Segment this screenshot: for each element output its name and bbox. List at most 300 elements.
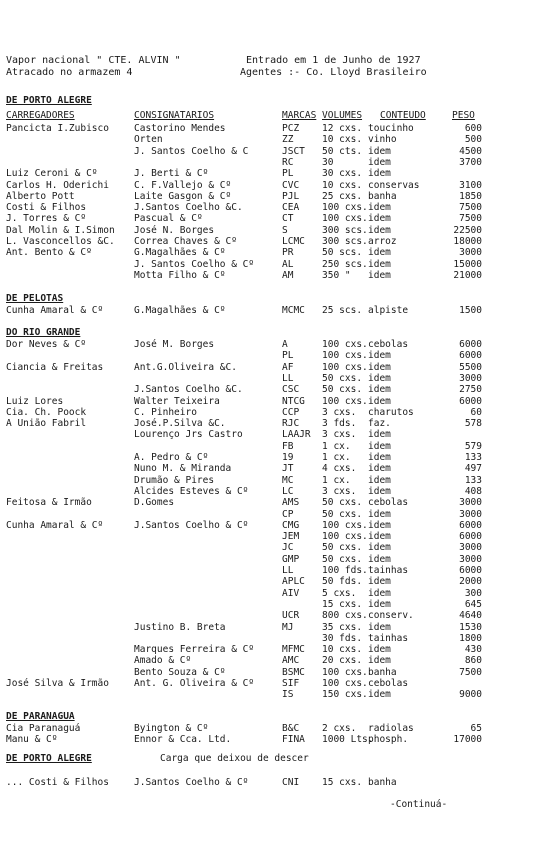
row-weight: 7500 — [459, 213, 482, 225]
manifest-row — [0, 271, 534, 283]
row-content: idem — [368, 202, 391, 214]
row-volumes: 100 cxs. — [322, 339, 368, 350]
row-mark: CMG — [282, 519, 300, 531]
manifest-row — [0, 577, 534, 589]
row-weight: 500 — [464, 134, 482, 146]
row-weight: 4500 — [459, 145, 482, 157]
row-weight: 60 — [470, 406, 482, 418]
row-shipper: Carlos H. Oderichi — [6, 179, 109, 191]
row-consignee: Amado & Cº — [134, 655, 192, 667]
row-mark: LC — [282, 485, 294, 497]
row-consignee: J.Santos Coelho & Cº — [134, 519, 249, 531]
row-content: idem — [368, 452, 391, 463]
row-mark: A — [282, 339, 288, 350]
row-volumes: 100 cxs. — [322, 531, 368, 543]
row-mark: AMS — [282, 497, 300, 509]
row-volumes: 3 cxs. — [322, 406, 357, 418]
row-shipper: Ant. Bento & Cº — [6, 247, 92, 259]
row-content: idem — [368, 395, 391, 407]
row-volumes: 50 scs. — [322, 247, 363, 259]
row-shipper: Cunha Amaral & Cº — [6, 519, 104, 531]
row-mark: CVC — [282, 179, 300, 191]
row-content: idem — [368, 519, 391, 531]
row-consignee: Pascual & Cº — [134, 213, 203, 225]
row-weight: 3700 — [459, 156, 482, 168]
row-volumes: 12 cxs. — [322, 123, 363, 134]
row-mark: BSMC — [282, 666, 305, 678]
manifest-row — [0, 532, 534, 544]
row-content: arroz — [368, 236, 397, 247]
row-content: idem — [368, 531, 391, 543]
row-shipper: Cunha Amaral & Cº — [6, 305, 104, 316]
row-volumes: 100 cxs. — [322, 519, 368, 531]
row-volumes: 35 cxs. — [322, 621, 363, 633]
row-volumes: 100 cxs. — [322, 395, 368, 407]
row-content: idem — [368, 474, 391, 486]
row-consignee: C. Pinheiro — [134, 406, 197, 418]
row-volumes: 3 fds. — [322, 418, 357, 430]
row-content: idem — [368, 258, 391, 270]
continues-label: -Continuá- — [390, 799, 448, 810]
ship-name: Vapor nacional " CTE. ALVIN " — [6, 55, 181, 66]
row-content: vinho — [368, 134, 397, 146]
row-content: idem — [368, 429, 391, 441]
manifest-row — [0, 430, 534, 442]
row-content: toucinho — [368, 123, 414, 134]
warehouse-info: Atracado no armazem 4 — [6, 67, 133, 78]
row-mark: LL — [282, 372, 294, 384]
row-content: phosph. — [368, 734, 409, 746]
col-header-marcas: MARCAS — [282, 110, 317, 121]
row-mark: S — [282, 224, 288, 236]
row-volumes: 1 cx. — [322, 474, 351, 486]
row-weight: 17000 — [453, 734, 482, 746]
row-weight: 6000 — [459, 531, 482, 543]
row-content: idem — [368, 463, 391, 475]
row-mark: JEM — [282, 531, 300, 543]
row-weight: 1850 — [459, 190, 482, 202]
row-content: idem — [368, 621, 391, 633]
row-consignee: Byington & Cº — [134, 723, 209, 734]
row-shipper: Dor Neves & Cº — [6, 339, 87, 350]
row-consignee: J.Santos Coelho &C. — [134, 202, 243, 214]
footer-note: Carga que deixou de descer — [160, 753, 309, 764]
row-weight: 3000 — [459, 542, 482, 554]
row-content: idem — [368, 213, 391, 225]
row-volumes: 100 cxs. — [322, 361, 368, 373]
row-volumes: 5 cxs. — [322, 587, 357, 599]
row-volumes: 100 cxs. — [322, 666, 368, 678]
row-consignee: Correa Chaves & Cº — [134, 236, 237, 247]
row-volumes: 250 scs. — [322, 258, 368, 270]
manifest-row — [0, 690, 534, 702]
manifest-row — [0, 656, 534, 668]
row-weight: 645 — [464, 598, 482, 610]
row-shipper: Pancicta I.Zubisco — [6, 123, 109, 134]
row-consignee: D.Gomes — [134, 497, 175, 509]
row-shipper: Cia Paranaguá — [6, 723, 81, 734]
row-weight: 600 — [464, 123, 482, 134]
row-weight: 860 — [464, 655, 482, 667]
manifest-row — [0, 385, 534, 397]
row-weight: 497 — [464, 463, 482, 475]
row-weight: 6000 — [459, 519, 482, 531]
row-weight: 2750 — [459, 384, 482, 396]
footer-consignee: J.Santos Coelho & Cº — [134, 777, 249, 788]
row-weight: 6000 — [459, 395, 482, 407]
row-weight: 7500 — [459, 202, 482, 214]
row-shipper: Costi & Filhos — [6, 202, 87, 214]
row-shipper: L. Vasconcellos &C. — [6, 236, 115, 247]
row-shipper: Alberto Pott — [6, 190, 75, 202]
row-consignee: Laite Gasgon & Cº — [134, 190, 232, 202]
manifest-row — [0, 566, 534, 578]
row-weight: 65 — [470, 723, 482, 734]
row-volumes: 350 " — [322, 269, 351, 281]
row-volumes: 1000 Lts. — [322, 734, 374, 746]
agents-info: Agentes :- Co. Lloyd Brasileiro — [240, 67, 427, 78]
row-content: banha — [368, 666, 397, 678]
row-consignee: G.Magalhães & Cº — [134, 247, 226, 259]
row-volumes: 100 cxs. — [322, 678, 368, 689]
row-weight: 1500 — [459, 305, 482, 316]
row-consignee: Walter Teixeira — [134, 395, 220, 407]
row-consignee: A. Pedro & Cº — [134, 452, 209, 463]
row-mark: JT — [282, 463, 294, 475]
row-mark: MFMC — [282, 644, 305, 656]
footer-content: banha — [368, 777, 397, 788]
manifest-row — [0, 543, 534, 555]
row-mark: MJ — [282, 621, 294, 633]
row-consignee: Ant.G.Oliveira &C. — [134, 361, 237, 373]
row-weight: 21000 — [453, 269, 482, 281]
manifest-row — [0, 634, 534, 646]
row-content: idem — [368, 598, 391, 610]
row-mark: AMC — [282, 655, 300, 667]
row-weight: 3000 — [459, 553, 482, 565]
row-content: tainhas — [368, 632, 409, 644]
manifest-row — [0, 374, 534, 386]
row-shipper: Manu & Cº — [6, 734, 58, 746]
row-shipper: J. Torres & Cº — [6, 213, 87, 225]
row-volumes: 1 cx. — [322, 440, 351, 452]
row-mark: AL — [282, 258, 294, 270]
row-weight: 579 — [464, 440, 482, 452]
row-content: idem — [368, 644, 391, 656]
row-mark: MC — [282, 474, 294, 486]
row-weight: 9000 — [459, 689, 482, 701]
row-content: idem — [368, 689, 391, 701]
row-shipper: Ciancia & Freitas — [6, 361, 104, 373]
row-volumes: 50 cxs. — [322, 372, 363, 384]
row-content: idem — [368, 361, 391, 373]
row-content: conserv. — [368, 610, 414, 622]
row-volumes: 30 cxs. — [322, 168, 363, 180]
manifest-row — [0, 147, 534, 159]
row-mark: APLC — [282, 576, 305, 588]
row-weight: 4640 — [459, 610, 482, 622]
manifest-row — [0, 611, 534, 623]
row-content: cebolas — [368, 339, 409, 350]
row-mark: FINA — [282, 734, 305, 746]
row-consignee: Alcides Esteves & Cº — [134, 485, 249, 497]
row-consignee: C. F.Vallejo & Cº — [134, 179, 232, 191]
row-volumes: 300 scs. — [322, 236, 368, 247]
col-header-carregadores: CARREGADORES — [6, 110, 75, 121]
row-mark: RC — [282, 156, 294, 168]
manifest-row — [0, 135, 534, 147]
row-volumes: 50 cxs. — [322, 384, 363, 396]
row-weight: 6000 — [459, 350, 482, 362]
row-content: cebolas — [368, 678, 409, 689]
row-shipper: A União Fabril — [6, 418, 87, 430]
row-mark: AIV — [282, 587, 300, 599]
row-volumes: 10 cxs. — [322, 179, 363, 191]
row-volumes: 50 cxs. — [322, 508, 363, 520]
row-volumes: 20 cxs. — [322, 655, 363, 667]
row-consignee: Bento Souza & Cº — [134, 666, 226, 678]
row-consignee: Orten — [134, 134, 163, 146]
row-weight: 6000 — [459, 339, 482, 350]
manifest-row — [0, 363, 534, 375]
row-content: cebolas — [368, 497, 409, 509]
row-shipper: Luiz Lores — [6, 395, 64, 407]
row-consignee: Lourenço Jrs Castro — [134, 429, 243, 441]
footer-volumes: 15 cxs. — [322, 777, 363, 788]
footer-shipper: ... Costi & Filhos — [6, 777, 109, 788]
row-mark: RJC — [282, 418, 300, 430]
row-content: idem — [368, 553, 391, 565]
row-volumes: 2 cxs. — [322, 723, 357, 734]
row-mark: AF — [282, 361, 294, 373]
row-mark: GMP — [282, 553, 300, 565]
row-weight: 7500 — [459, 666, 482, 678]
row-volumes: 100 cxs. — [322, 202, 368, 214]
row-content: radiolas — [368, 723, 414, 734]
row-volumes: 4 cxs. — [322, 463, 357, 475]
row-mark: UCR — [282, 610, 300, 622]
row-volumes: 10 cxs. — [322, 134, 363, 146]
row-mark: FB — [282, 440, 294, 452]
row-volumes: 50 cxs. — [322, 553, 363, 565]
row-weight: 300 — [464, 587, 482, 599]
manifest-row — [0, 498, 534, 510]
row-weight: 408 — [464, 485, 482, 497]
manifest-row — [0, 623, 534, 635]
row-weight: 133 — [464, 452, 482, 463]
col-header-conteudo: CONTEUDO — [380, 110, 426, 121]
row-shipper: Feitosa & Irmão — [6, 497, 92, 509]
row-weight: 3000 — [459, 247, 482, 259]
footer-mark: CNI — [282, 777, 300, 788]
row-shipper: Cia. Ch. Poock — [6, 406, 87, 418]
row-consignee: José N. Borges — [134, 224, 215, 236]
row-shipper: Luiz Ceroni & Cº — [6, 168, 98, 180]
manifest-row — [0, 306, 534, 318]
manifest-row — [0, 645, 534, 657]
row-consignee: Motta Filho & Cº — [134, 269, 226, 281]
row-volumes: 50 cxs. — [322, 497, 363, 509]
row-mark: LCMC — [282, 236, 305, 247]
row-mark: SIF — [282, 678, 300, 689]
row-mark: LL — [282, 565, 294, 576]
row-weight: 3000 — [459, 497, 482, 509]
manifest-row — [0, 419, 534, 431]
row-mark: B&C — [282, 723, 300, 734]
row-consignee: José.P.Silva &C. — [134, 418, 226, 430]
row-volumes: 15 cxs. — [322, 598, 363, 610]
row-content: banha — [368, 190, 397, 202]
row-shipper: Dal Molin & I.Simon — [6, 224, 115, 236]
row-mark: CEA — [282, 202, 300, 214]
row-content: conservas — [368, 179, 420, 191]
row-mark: NTCG — [282, 395, 305, 407]
row-weight: 6000 — [459, 565, 482, 576]
row-content: idem — [368, 508, 391, 520]
row-volumes: 25 cxs. — [322, 190, 363, 202]
row-weight: 430 — [464, 644, 482, 656]
row-consignee: J. Santos Coelho & Cº — [134, 258, 255, 270]
row-weight: 2000 — [459, 576, 482, 588]
section-title: DE PARANAGUA — [6, 711, 75, 722]
row-content: idem — [368, 576, 391, 588]
row-volumes: 10 cxs. — [322, 644, 363, 656]
row-weight: 1800 — [459, 632, 482, 644]
row-content: idem — [368, 384, 391, 396]
manifest-row — [0, 453, 534, 465]
section-title: DE PELOTAS — [6, 293, 64, 304]
row-volumes: 300 scs. — [322, 224, 368, 236]
row-content: tainhas — [368, 565, 409, 576]
manifest-row — [0, 476, 534, 488]
row-weight: 15000 — [453, 258, 482, 270]
row-weight: 3000 — [459, 508, 482, 520]
row-mark: CP — [282, 508, 294, 520]
row-mark: CT — [282, 213, 294, 225]
row-content: idem — [368, 145, 391, 157]
row-volumes: 3 cxs. — [322, 485, 357, 497]
row-volumes: 100 fds. — [322, 565, 368, 576]
row-mark: CSC — [282, 384, 300, 396]
row-content: idem — [368, 269, 391, 281]
arrival-date: Entrado em 1 de Junho de 1927 — [246, 55, 421, 66]
row-consignee: Castorino Mendes — [134, 123, 226, 134]
row-volumes: 100 cxs. — [322, 350, 368, 362]
row-consignee: Justino B. Breta — [134, 621, 226, 633]
row-volumes: 150 cxs. — [322, 689, 368, 701]
manifest-row — [0, 124, 534, 136]
row-content: idem — [368, 542, 391, 554]
manifest-row — [0, 555, 534, 567]
row-mark: ZZ — [282, 134, 294, 146]
footer-section-title: DE PORTO ALEGRE — [6, 753, 92, 764]
row-weight: 22500 — [453, 224, 482, 236]
row-volumes: 50 cts. — [322, 145, 363, 157]
row-weight: 578 — [464, 418, 482, 430]
row-consignee: Marques Ferreira & Cº — [134, 644, 255, 656]
row-volumes: 30 fds. — [322, 632, 363, 644]
row-content: idem — [368, 587, 391, 599]
manifest-row — [0, 181, 534, 193]
row-weight: 3000 — [459, 372, 482, 384]
row-consignee: J. Berti & Cº — [134, 168, 209, 180]
row-content: charutos — [368, 406, 414, 418]
row-content: idem — [368, 247, 391, 259]
footer-row — [0, 778, 534, 790]
row-volumes: 3 cxs. — [322, 429, 357, 441]
row-consignee: G.Magalhães & Cº — [134, 305, 226, 316]
row-content: faz. — [368, 418, 391, 430]
row-volumes: 30 — [322, 156, 334, 168]
row-volumes: 100 cxs. — [322, 213, 368, 225]
col-header-consignatarios: CONSIGNATARIOS — [134, 110, 215, 121]
row-mark: AM — [282, 269, 294, 281]
manifest-row — [0, 589, 534, 601]
row-mark: PL — [282, 168, 294, 180]
row-content: idem — [368, 372, 391, 384]
row-mark: IS — [282, 689, 294, 701]
row-consignee: Drumão & Pires — [134, 474, 215, 486]
row-volumes: 1 cx. — [322, 452, 351, 463]
row-volumes: 50 cxs. — [322, 542, 363, 554]
row-weight: 3100 — [459, 179, 482, 191]
section-title: DO RIO GRANDE — [6, 327, 81, 338]
row-content: alpiste — [368, 305, 409, 316]
row-consignee: Nuno M. & Miranda — [134, 463, 232, 475]
row-content: idem — [368, 156, 391, 168]
row-content: idem — [368, 224, 391, 236]
row-mark: 19 — [282, 452, 294, 463]
manifest-row — [0, 521, 534, 533]
col-header-peso: PESO — [452, 110, 475, 121]
manifest-row — [0, 600, 534, 612]
row-volumes: 25 scs. — [322, 305, 363, 316]
row-consignee: Ant. G. Oliveira & Cº — [134, 678, 255, 689]
manifest-row — [0, 442, 534, 454]
row-consignee: J. Santos Coelho & C — [134, 145, 249, 157]
row-weight: 5500 — [459, 361, 482, 373]
section-title: DE PORTO ALEGRE — [6, 95, 92, 106]
row-mark: LAAJR — [282, 429, 311, 441]
row-consignee: José M. Borges — [134, 339, 215, 350]
row-mark: PL — [282, 350, 294, 362]
manifest-row — [0, 464, 534, 476]
row-mark: PCZ — [282, 123, 300, 134]
row-consignee: J.Santos Coelho &C. — [134, 384, 243, 396]
row-volumes: 800 cxs. — [322, 610, 368, 622]
row-weight: 133 — [464, 474, 482, 486]
row-weight: 18000 — [453, 236, 482, 247]
row-consignee: Ennor & Cca. Ltd. — [134, 734, 232, 746]
row-weight: 1530 — [459, 621, 482, 633]
manifest-row — [0, 735, 534, 747]
row-content: idem — [368, 485, 391, 497]
row-shipper: José Silva & Irmão — [6, 678, 109, 689]
row-content: idem — [368, 350, 391, 362]
manifest-row — [0, 340, 534, 352]
row-mark: PR — [282, 247, 294, 259]
row-content: idem — [368, 440, 391, 452]
row-mark: CCP — [282, 406, 300, 418]
manifest-row — [0, 679, 534, 691]
row-mark: JC — [282, 542, 294, 554]
row-mark: JSCT — [282, 145, 305, 157]
row-mark: PJL — [282, 190, 300, 202]
col-header-volumes: VOLUMES — [322, 110, 363, 121]
row-volumes: 50 fds. — [322, 576, 363, 588]
row-content: idem — [368, 655, 391, 667]
row-mark: MCMC — [282, 305, 305, 316]
